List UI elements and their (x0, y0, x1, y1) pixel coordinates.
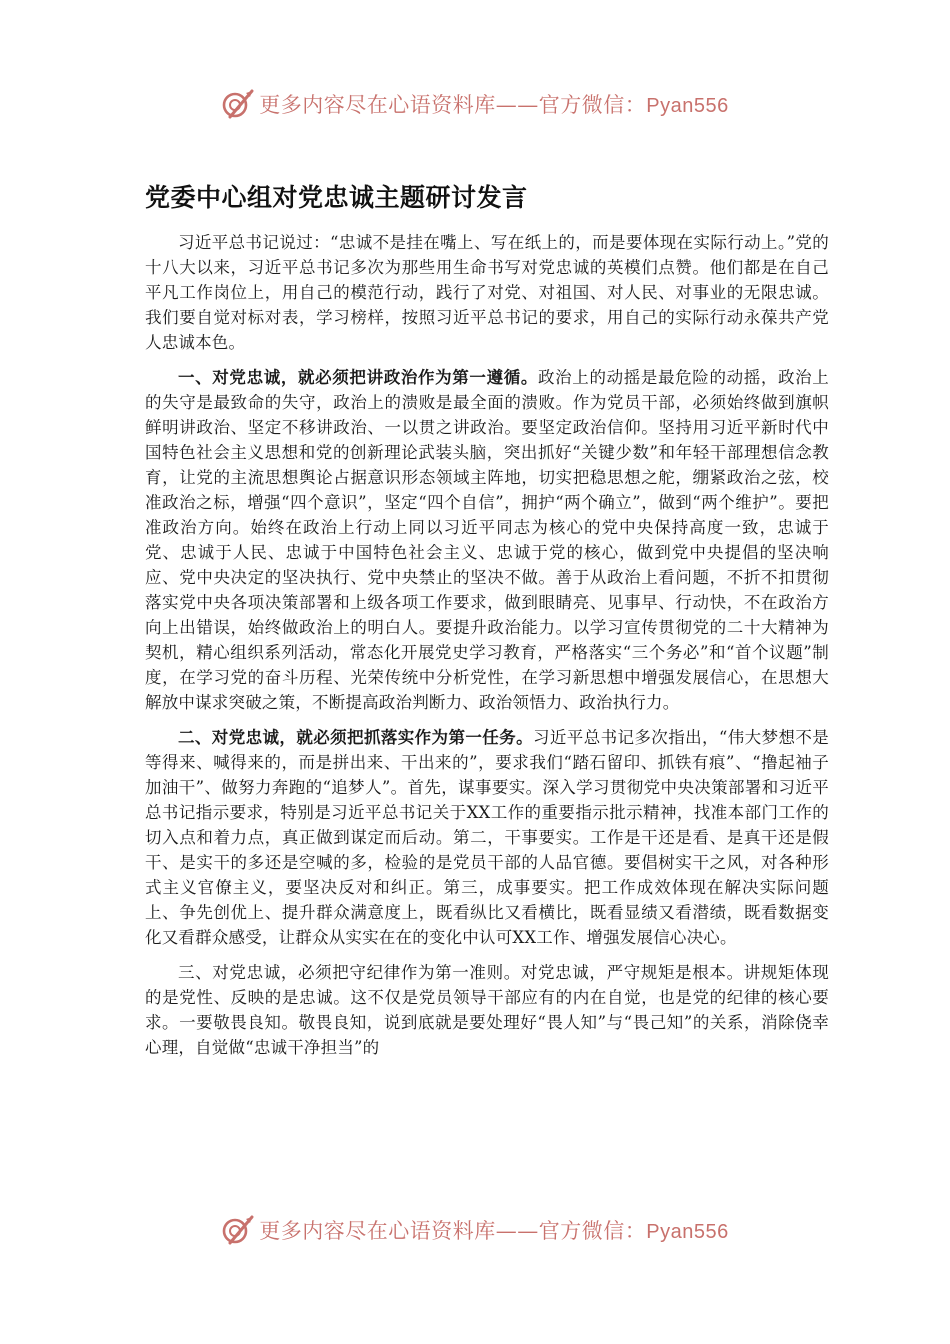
quill-logo-icon (221, 1213, 255, 1247)
watermark-text: 更多内容尽在心语资料库——官方微信：Pyan556 (259, 93, 729, 117)
watermark-banner-top (0, 84, 950, 124)
paragraph-section-3 (145, 960, 829, 1060)
paragraph-text: 习近平总书记说过：“忠诚不是挂在嘴上、写在纸上的，而是要体现在实际行动上。”党的十八大以来，习近平总书记多次为那些用生命书写对党忠诚的英模们点赞。他们都是在自己平凡工作岗位上，用自己的模范行动，践行了对党、对祖国、对人民、对事业的无限忠诚。我们要自觉对标对表，学习榜样，按照习近平总书记的要求，用自己的实际行动永葆共产党人忠诚本色。 (145, 233, 829, 352)
watermark-wechat-id: Pyan556 (646, 95, 729, 117)
section-heading: 一、对党忠诚，就必须把讲政治作为第一遵循。 (178, 368, 539, 387)
paragraph-text: 三、对党忠诚，必须把守纪律作为第一准则。对党忠诚，严守规矩是根本。讲规矩体现的是党性、反映的是忠诚。这不仅是党员领导干部应有的内在自觉，也是党的纪律的核心要求。一要敬畏良知。敬畏良知，说到底就是要处理好“畏人知”与“畏己知”的关系，消除侥幸心理，自觉做“忠诚干净担当”的 (145, 963, 829, 1057)
paragraph-text: 政治上的动摇是最危险的动摇，政治上的失守是最致命的失守，政治上的溃败是最全面的溃败。作为党员干部，必须始终做到旗帜鲜明讲政治、坚定不移讲政治、一以贯之讲政治。要坚定政治信仰。坚持用习近平新时代中国特色社会主义思想和党的创新理论武装头脑，突出抓好“关键少数”和年轻干部理想信念教育，让党的主流思想舆论占据意识形态领域主阵地，切实把稳思想之舵，绷紧政治之弦，校准政治之标，增强“四个意识”，坚定“四个自信”，拥护“两个确立”，做到“两个维护”。要把准政治方向。始终在政治上行动上同以习近平同志为核心的党中央保持高度一致，忠诚于党、忠诚于人民、忠诚于中国特色社会主义、忠诚于党的核心，做到党中央提倡的坚决响应、党中央决定的坚决执行、党中央禁止的坚决不做。善于从政治上看问题，不折不扣贯彻落实党中央各项决策部署和上级各项工作要求，做到眼睛亮、见事早、行动快，不在政治方向上出错误，始终做政治上的明白人。要提升政治能力。以学习宣传贯彻党的二十大精神为契机，精心组织系列活动，常态化开展党史学习教育，严格落实“三个务必”和“首个议题”制度，在学习党的奋斗历程、光荣传统中分析党性，在学习新思想中增强发展信心，在思想大解放中谋求突破之策，不断提高政治判断力、政治领悟力、政治执行力。 (145, 368, 830, 712)
section-heading: 二、对党忠诚，就必须把抓落实作为第一任务。 (178, 728, 533, 747)
paragraph-intro (145, 230, 829, 355)
quill-logo-icon (221, 87, 255, 121)
document-title: 党委中心组对党忠诚主题研讨发言 (145, 183, 528, 212)
paragraph-section-2 (145, 725, 829, 950)
document-body (145, 230, 829, 1070)
paragraph-section-1 (145, 365, 829, 715)
paragraph-text: 习近平总书记多次指出，“伟大梦想不是等得来、喊得来的，而是拼出来、干出来的”，要求我们“踏石留印、抓铁有痕”、“撸起袖子加油干”、做努力奔跑的“追梦人”。首先，谋事要实。深入学习贯彻党中央决策部署和习近平总书记指示要求，特别是习近平总书记关于XX工作的重要指示批示精神，找准本部门工作的切入点和着力点，真正做到谋定而后动。第二，干事要实。工作是干还是看、是真干还是假干、是实干的多还是空喊的多，检验的是党员干部的人品官德。要倡树实干之风，对各种形式主义官僚主义，要坚决反对和纠正。第三，成事要实。把工作成效体现在解决实际问题上、争先创优上、提升群众满意度上，既看纵比又看横比，既看显绩又看潜绩，既看数据变化又看群众感受，让群众从实实在在的变化中认可XX工作、增强发展信心决心。 (145, 728, 829, 947)
watermark-banner-bottom (0, 1210, 950, 1250)
watermark-wechat-id: Pyan556 (646, 1221, 729, 1243)
watermark-text: 更多内容尽在心语资料库——官方微信：Pyan556 (259, 1219, 729, 1243)
